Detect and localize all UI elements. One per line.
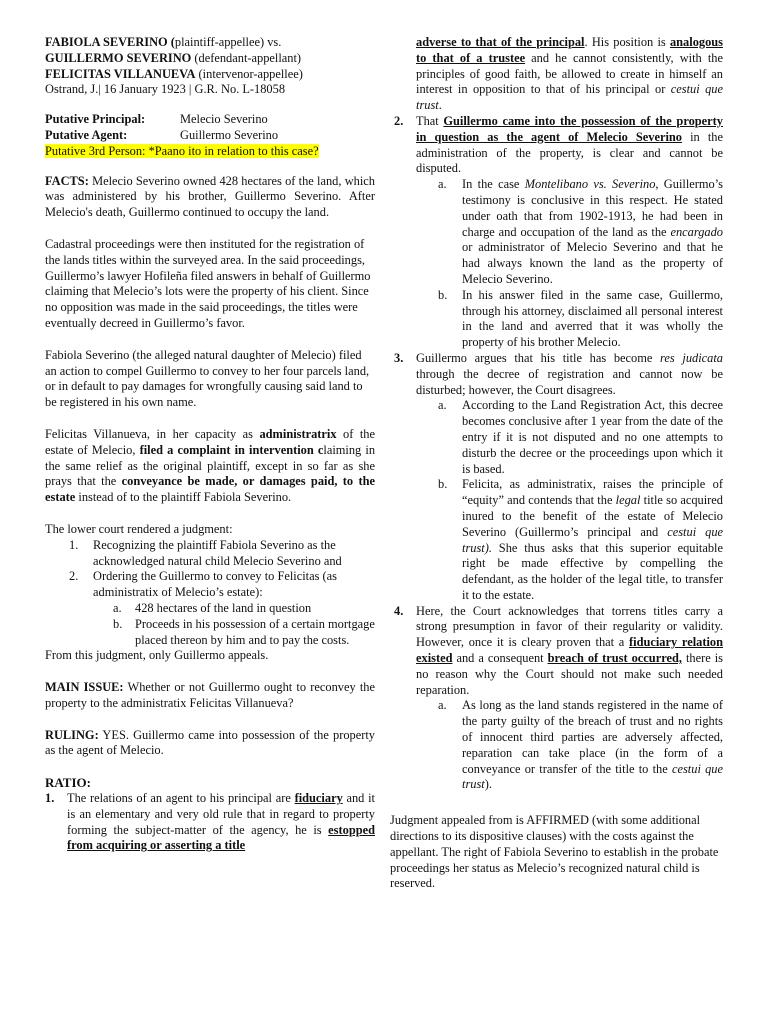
- main-issue-label: MAIN ISSUE:: [45, 680, 124, 695]
- highlighted-note: Putative 3rd Person: *Paano ito in relation to this case?: [45, 143, 319, 158]
- putative-principal-value: Melecio Severino: [180, 112, 268, 127]
- facts-paragraph-1: FACTS: Melecio Severino owned 428 hectares of the land, which was administered by his brother, Guillermo Severino. After Melecio's death, Guillermo continued to occupy the land.: [45, 173, 375, 220]
- ratio-heading: RATIO:: [45, 775, 91, 791]
- case-title-party2: GUILLERMO SEVERINO (defendant-appellant): [45, 50, 302, 65]
- right-column: [390, 35, 723, 892]
- facts-paragraph-4: Felicitas Villanueva, in her capacity as administratrix of the estate of Melecio, filed a complaint in intervention claiming in the same relief as the original plaintiff, except in so far as she prays that the conveyance be made, or damages paid, to the estate instead of to the plaintiff Fabiola Severino.: [45, 426, 376, 505]
- ratio-item-3: 3. Guillermo argues that his title has become res judicata through the decree of registration and cannot now be disturbed; however, the Court disagrees.: [394, 350, 724, 397]
- left-column: [45, 35, 375, 854]
- putative-agent-value: Guillermo Severino: [180, 127, 279, 142]
- list-item: 2. Ordering the Guillermo to convey to Felicitas (as administratix of Melecio’s estate):: [69, 569, 337, 600]
- facts-label: FACTS:: [45, 173, 89, 188]
- facts-paragraph-2: Cadastral proceedings were then instituted for the registration of the lands titles within the surveyed area. In the said proceedings, Guillermo’s lawyer Hofileña filed answers in behalf of Guillermo claiming that Melecio’s lots were the property of his client. Since no opposition was made in the said proceedings, the titles were eventually decreed in Guillermo’s favor.: [45, 236, 371, 330]
- putative-third-person: [45, 144, 375, 160]
- putative-principal-label: Putative Principal:: [45, 112, 146, 127]
- ratio-item-2a: a. In the case Montelibano vs. Severino, Guillermo’s testimony is conclusive in this respect. He stated under oath that from 1902-1913, he had been in charge and occupation of the land as the encargado or administrator of Melecio Severino and that he had always known the land as the property of Melecio Severino.: [438, 177, 724, 286]
- list-item: 1. Recognizing the plaintiff Fabiola Severino as the acknowledged natural child Melecio Severino and: [69, 537, 342, 568]
- ratio-item-2: 2. That Guillermo came into the possession of the property in question as the agent of Melecio Severino in the administration of the property, is clear and cannot be disputed.: [394, 113, 723, 176]
- putative-agent-label: Putative Agent:: [45, 127, 128, 142]
- ratio-item-1: 1. The relations of an agent to his principal are fiduciary and it is an elementary and very old rule that in regard to property forming the subject-matter of the agency, he is estopped from acquiring or asserting a title: [45, 791, 375, 853]
- ratio-item-3a: a. According to the Land Registration Act, this decree becomes conclusive after 1 year from the date of the entry if it is not disputed and no one attempts to disturb the decree or the proceedings upon which it is based.: [438, 398, 723, 476]
- list-item: b. Proceeds in his possession of a certain mortgage placed thereon by him and to pay the costs.: [113, 616, 375, 647]
- facts-paragraph-3: Fabiola Severino (the alleged natural daughter of Melecio) filed an action to compel Guillermo to convey to her four parcels land, or in default to pay damages for wrongfully causing said land to be registered in his own name.: [45, 347, 370, 410]
- ratio-item-4: 4. Here, the Court acknowledges that torrens titles carry a strong presumption in favor of their regularity or validity. However, once it is cleary proven that a fiduciary relation existed and a consequent breach of trust occurred, there is no reason why the Court should not make such needed reparation.: [394, 603, 723, 697]
- main-issue: MAIN ISSUE: Whether or not Guillermo ought to reconvey the property to the administratix Felicitas Villanueva?: [45, 680, 375, 710]
- putative-agent: [45, 128, 375, 144]
- list-item: a. 428 hectares of the land in question: [113, 600, 312, 615]
- ratio-item-2b: b. In his answer filed in the same case, Guillermo, through his attorney, disclaimed all personal interest in the land and averred that it was wholly the property of his brother Melecio.: [438, 287, 723, 350]
- facts-paragraph-5: The lower court rendered a judgment:: [45, 521, 233, 536]
- putative-principal: [45, 112, 375, 128]
- ratio-item-1-continued: adverse to that of the principal. His position is analogous to that of a trustee and he cannot consistently, with the principles of good faith, be allowed to create in himself an interest in opposition to that of his principal or cestui que trust.: [416, 35, 723, 113]
- case-title-party3: FELICITAS VILLANUEVA (intervenor-appellee): [45, 66, 303, 81]
- conclusion: Judgment appealed from is AFFIRMED (with some additional directions to its dispositive clauses) with the costs against the appellant. The right of Fabiola Severino to establish in the probate proceedings her status as Melecio’s recognized natural child is reserved.: [390, 813, 719, 891]
- ratio-item-4a: a. As long as the land stands registered in the name of the party guilty of the breach of trust and no rights of innocent third parties are adversely affected, reparation can take place (in the form of a conveyance or transfer of the title to the cestui que trust).: [438, 698, 724, 792]
- facts-paragraph-6: From this judgment, only Guillermo appeals.: [45, 648, 269, 663]
- case-title-party1: FABIOLA SEVERINO (plaintiff-appellee) vs.: [45, 35, 282, 49]
- case-citation: Ostrand, J.| 16 January 1923 | G.R. No. L-18058: [45, 82, 286, 97]
- ruling-label: RULING:: [45, 727, 99, 742]
- ratio-item-3b: b. Felicita, as administratix, raises the principle of “equity” and contends that the legal title so acquired inured to the benefit of the estate of Melecio Severino (Guillermo’s principal and cestui que trust). She thus asks that this superior equitable right be made effective by compelling the defendant, as the holder of the legal title, to transfer it to the estate.: [438, 477, 724, 602]
- ruling: RULING: YES. Guillermo came into possession of the property as the agent of Melecio.: [45, 727, 375, 758]
